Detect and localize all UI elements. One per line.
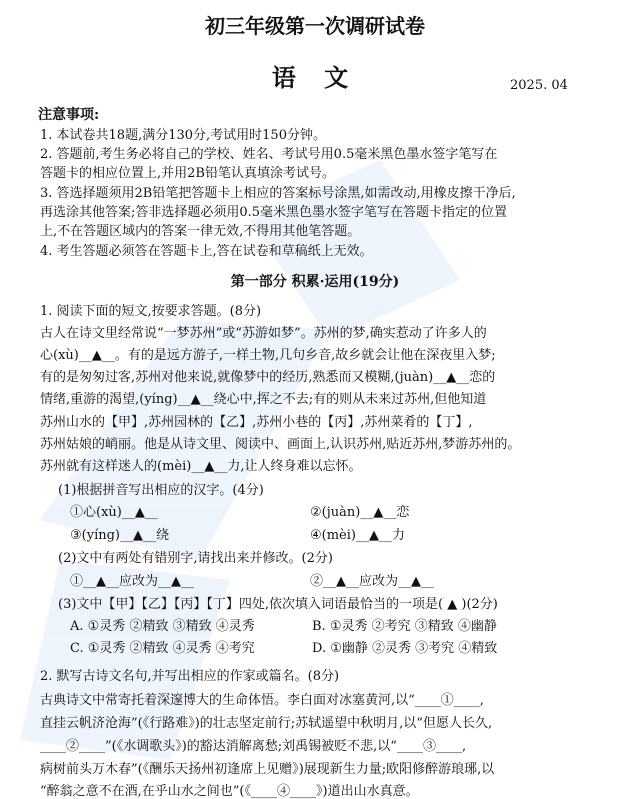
section-title: 第一部分 积累·运用(19分): [230, 274, 400, 290]
subquestion: (1)根据拼音写出相应的汉字。(4分): [58, 483, 264, 498]
passage-line: 直挂云帆济沧海”(《行路难》)的壮志坚定前行;苏轼遥望中秋明月,以“但愿人长久,: [40, 716, 493, 731]
passage-line: 苏州姑娘的峭丽。他是从诗文里、阅读中、画面上,认识苏州,贴近苏州,梦游苏州的。: [40, 437, 521, 452]
passage-line: 古典诗文中常寄托着深邃博大的生命体悟。李白面对冰塞黄河,以“____①____,: [40, 693, 484, 708]
option-d: D. ①幽静 ②灵秀 ③考究 ④精致: [312, 641, 498, 656]
question-stem: 1. 阅读下面的短文,按要求答题。(8分): [40, 304, 262, 319]
answer-item: ②__▲__应改为__▲__: [310, 574, 434, 589]
passage-line: 情绪,重游的渴望,(yíng)__▲__绕心中,挥之不去;有的则从未来过苏州,但他知道: [40, 392, 487, 407]
passage-line: 有的是匆匆过客,苏州对他来说,就像梦中的经历,熟悉而又模糊,(juàn)__▲__恋的: [40, 370, 496, 385]
question-stem: 2. 默写古诗文名句,并写出相应的作家或篇名。(8分): [40, 669, 340, 684]
note-line: 2. 答题前,考生务必将自己的学校、姓名、考试号用0.5毫米黑色墨水签字笔写在: [40, 147, 498, 162]
note-line: 4. 考生答题必须答在答题卡上,答在试卷和草稿纸上无效。: [40, 244, 373, 259]
note-line: 3. 答选择题须用2B铅笔把答题卡上相应的答案标号涂黑,如需改动,用橡皮擦干净后,: [40, 186, 516, 201]
exam-date: 2025. 04: [510, 78, 568, 93]
passage-line: 苏州山水的【甲】,苏州园林的【乙】,苏州小巷的【丙】,苏州菜肴的【丁】,: [40, 415, 473, 430]
subquestion: (3)文中【甲】【乙】【丙】【丁】四处,依次填入词语最恰当的一项是( ▲ )(2分): [58, 597, 498, 612]
note-line: 答题卡的相应位置上,并用2B铅笔认真填涂考试号。: [40, 166, 335, 181]
answer-item: ③(yíng)__▲__绕: [70, 528, 169, 543]
passage-line: ____②____”(《水调歌头》)的豁达消解离愁;刘禹锡被贬不悲,以“____③____,: [40, 739, 467, 754]
subquestion: (2)文中有两处有错别字,请找出来并修改。(2分): [58, 551, 333, 566]
option-c: C. ①灵秀 ②精致 ④灵秀 ④考究: [70, 641, 255, 656]
passage-line: “醉翁之意不在酒,在乎山水之间也”(《____④____》)道出山水真意。: [40, 784, 419, 799]
option-a: A. ①灵秀 ②精致 ③精致 ④灵秀: [70, 619, 255, 634]
note-line: 上,不在答题区域内的答案一律无效,不得用其他笔答题。: [40, 224, 361, 239]
passage-line: 古人在诗文里经常说“一梦苏州”或“苏游如梦”。苏州的梦,确实惹动了许多人的: [40, 326, 487, 341]
page-title: 初三年级第一次调研试卷: [205, 14, 425, 38]
note-line: 1. 本试卷共18题,满分130分,考试用时150分钟。: [40, 128, 326, 143]
note-line: 再选涂其他答案;答非选择题必须用0.5毫米黑色墨水签字笔写在答题卡指定的位置: [40, 205, 508, 220]
answer-item: ①心(xù)__▲__: [70, 505, 158, 520]
option-b: B. ①灵秀 ②考究 ③精致 ④幽静: [312, 619, 497, 634]
answer-item: ②(juàn)__▲__恋: [310, 505, 410, 520]
answer-item: ①__▲__应改为__▲__: [70, 574, 194, 589]
passage-line: 病树前头万木春”(《酬乐天扬州初逢席上见赠》)展现新生力量;欧阳修醉游琅琊,以: [40, 762, 495, 777]
passage-line: 心(xù)__▲__。有的是远方游子,一样土物,几句乡音,故乡就会让他在深夜里入梦;: [40, 348, 496, 363]
passage-line: 苏州就有这样迷人的(mèi)__▲__力,让人终身难以忘怀。: [40, 459, 362, 474]
subject-title: 语 文: [271, 63, 359, 92]
notes-title: 注意事项:: [38, 107, 100, 123]
answer-item: ④(mèi)__▲__力: [310, 528, 405, 543]
